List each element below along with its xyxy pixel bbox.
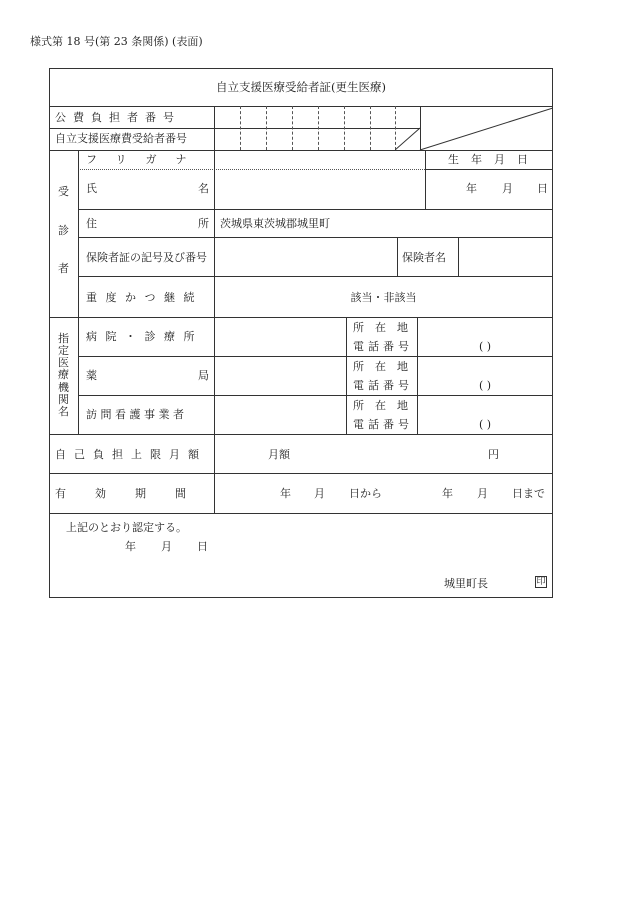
home-nursing-label: 訪問看護事業者: [86, 408, 188, 421]
phone-paren: ( ): [478, 340, 492, 353]
vline: [397, 237, 398, 276]
hospital-label: 病院・診療所: [86, 330, 203, 343]
patient-char: 者: [58, 262, 69, 275]
institution-char: 定: [58, 344, 69, 358]
cert-day: 日: [197, 540, 208, 553]
birth-char: 生: [448, 153, 459, 166]
birth-char: 年: [471, 153, 482, 166]
vline: [214, 106, 215, 513]
validity-from-year: 年: [280, 487, 291, 500]
institution-char: 名: [58, 404, 69, 418]
validity-from-day: 日から: [349, 487, 382, 500]
severe-continuing-label: 重度かつ継続: [86, 291, 203, 304]
address-char: 所: [198, 217, 209, 230]
recipient-number-label: 自立支援医療費受給者番号: [55, 132, 187, 145]
patient-char: 診: [58, 223, 69, 237]
validity-to-year: 年: [442, 487, 453, 500]
digit-separator: [266, 106, 267, 150]
location-label: 所在地: [353, 399, 419, 412]
hline: [78, 237, 553, 238]
hline: [78, 356, 553, 357]
furigana-label: フリガナ: [86, 153, 206, 166]
validity-label: 有効期間: [55, 487, 215, 500]
phone-paren: ( ): [478, 418, 492, 431]
institution-char: 療: [58, 368, 69, 382]
validity-to-day: 日まで: [512, 487, 545, 500]
name-char: 氏: [86, 182, 97, 195]
patient-vertical-label: [49, 186, 78, 274]
seal-mark: 印: [536, 577, 546, 587]
hline: [78, 209, 553, 210]
validity-from-month: 月: [314, 487, 325, 500]
institution-char: 医: [58, 356, 69, 370]
mayor-label: 城里町長: [444, 577, 488, 590]
hline: [49, 128, 420, 129]
location-label: 所在地: [353, 321, 419, 334]
phone-paren: ( ): [478, 379, 492, 392]
pharmacy-char: 局: [198, 369, 209, 382]
digit-separator: [292, 106, 293, 150]
form-number: 様式第 18 号(第 23 条関係) (表面): [30, 35, 203, 48]
insurer-name-label: 保険者名: [402, 251, 446, 264]
cert-month: 月: [161, 540, 172, 553]
cert-year: 年: [125, 540, 136, 553]
form-title: 自立支援医療受給者証(更生医療): [216, 80, 386, 94]
birth-day: 日: [537, 182, 548, 195]
payer-number-label: [55, 112, 209, 123]
digit-separator: [370, 106, 371, 150]
insurance-card-label: 保険者証の記号及び番号: [86, 251, 207, 264]
hline: [78, 395, 553, 396]
hline: [425, 169, 553, 170]
vline: [417, 317, 418, 434]
birth-year: 年: [466, 182, 477, 195]
hline: [49, 473, 553, 474]
pharmacy-char: 薬: [86, 369, 97, 382]
digit-separator: [240, 106, 241, 150]
address-value: 茨城県東茨城郡城里町: [220, 217, 330, 230]
vline: [78, 150, 79, 434]
phone-label: 電話番号: [353, 418, 413, 431]
birth-char: 日: [517, 153, 528, 166]
hline: [49, 150, 553, 151]
birth-label: [448, 154, 528, 165]
hline: [78, 276, 553, 277]
hline: [49, 317, 553, 318]
institution-char: 機: [58, 380, 69, 394]
pharmacy-label: [86, 370, 209, 381]
birth-char: 月: [494, 153, 505, 166]
name-char: 名: [198, 182, 209, 195]
hline: [49, 434, 553, 435]
digit-separator: [318, 106, 319, 150]
location-label: 所在地: [353, 360, 419, 373]
phone-label: 電話番号: [353, 379, 413, 392]
furigana-dotted-line: [78, 169, 425, 170]
monthly-label: 月額: [268, 448, 290, 461]
digit-separator: [344, 106, 345, 150]
hline: [49, 513, 553, 514]
yen-label: 円: [488, 448, 499, 461]
institutions-vertical-label: [49, 333, 78, 417]
vline: [458, 237, 459, 276]
certification-text: 上記のとおり認定する。: [66, 521, 187, 534]
vline: [346, 317, 347, 434]
diagonal-strike-lines: [395, 106, 553, 150]
institution-char: 関: [58, 392, 69, 406]
address-char: 住: [86, 217, 97, 230]
institution-char: 指: [58, 332, 69, 345]
limit-label: 自己負担上限月額: [55, 448, 207, 461]
applicable-value: 該当・非該当: [350, 291, 417, 304]
payer-number-label-text: 公費負担者番号: [55, 111, 181, 124]
name-label: [86, 183, 209, 194]
vline: [425, 150, 426, 209]
patient-char: 受: [58, 185, 69, 198]
validity-to-month: 月: [477, 487, 488, 500]
phone-label: 電話番号: [353, 340, 413, 353]
address-label: [86, 218, 209, 229]
birth-month: 月: [502, 182, 513, 195]
